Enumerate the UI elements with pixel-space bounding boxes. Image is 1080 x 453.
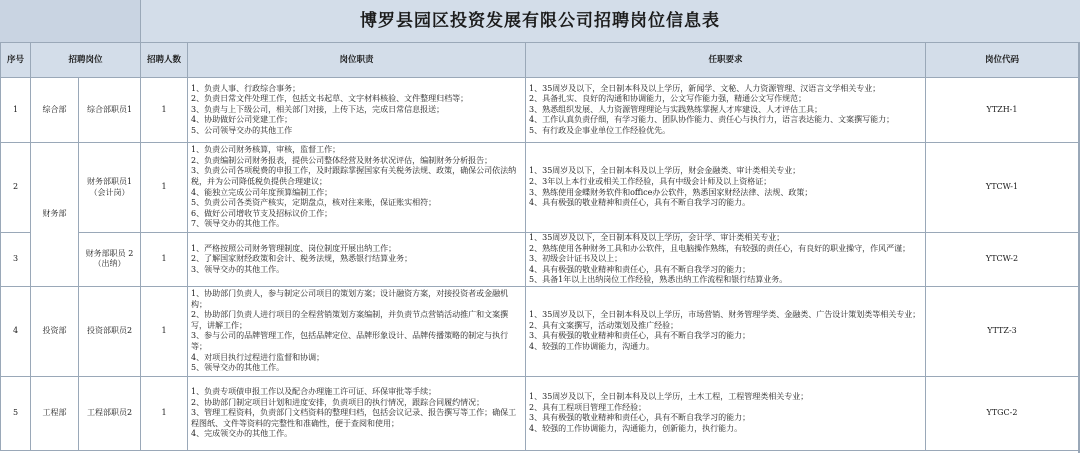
code-cell: YTCW-2	[926, 233, 1079, 287]
requirement-line: 4、工作认真负责仔细，有学习能力、团队协作能力、责任心与执行力，语言表达能力、文案撰写能力；	[529, 115, 895, 125]
duty-line: 3、负责与上下级公司，相关部门对接，上传下达，完成日常信息报送；	[191, 104, 445, 114]
count-cell: 1	[141, 286, 188, 376]
duty-line: 2、协助部门制定项目计划和进度安排，负责项目的执行情况，跟踪合同履约情况；	[191, 397, 485, 407]
duty-line: 6、做好公司增收节支及招标议价工作；	[191, 208, 333, 218]
requirement-line: 3、初级会计证书及以上；	[529, 254, 623, 264]
requirement-line: 2、具备扎实、良好的沟通和协调能力，公文写作能力强，精通公文写作规范；	[529, 94, 807, 104]
row-seq: 5	[1, 376, 31, 450]
duty-line: 1、负责公司财务核算，审核，监督工作；	[191, 145, 341, 155]
count-cell: 1	[141, 376, 188, 450]
requirement-line: 2、具有文案撰写，活动策划及推广经验；	[529, 320, 679, 330]
requirement-line: 4、具有极强的敬业精神和责任心，具有不断自我学习的能力；	[529, 264, 751, 274]
requirement-line: 1、35周岁及以下，全日制本科及以上学历，财会金融类、审计类相关专业；	[529, 166, 801, 176]
table-header-row	[1, 43, 1079, 78]
duty-line: 2、协助部门负责人进行项目的全程营销策划方案编制，并负责节点营销活动推广和文案撰写，讲解工作；	[191, 310, 509, 330]
requirement-line: 3、具有极强的敬业精神和责任心，具有不断自我学习的能力；	[529, 413, 751, 423]
duty-line: 5、公司领导交办的其他工作	[191, 125, 293, 135]
requirement-line: 1、35周岁及以下，全日制本科及以上学历，新闻学、文秘、人力资源管理、汉语言文学相关专业；	[529, 83, 881, 93]
duty-line: 4、协助做好公司党建工作；	[191, 115, 293, 125]
department-cell: 财务部	[31, 143, 79, 287]
duty-line: 7、领导交办的其他工作。	[191, 219, 285, 229]
duty-line: 5、领导交办的其他工作。	[191, 363, 285, 373]
post-cell: 财务部职员 2 （出纳）	[79, 233, 141, 287]
duty-line: 2、了解国家财经政策和会计、税务法规，熟悉银行结算业务；	[191, 254, 413, 264]
header-code: 岗位代码	[926, 43, 1079, 78]
row-seq: 2	[1, 143, 31, 233]
requirement-line: 3、具有极强的敬业精神和责任心，具有不断自我学习的能力；	[529, 331, 751, 341]
duty-line: 3、管理工程资料，负责部门文档资料的整理归档，包括会议记录、报告撰写等工作；确保工程图纸、文件等资料的完整性和准确性，便于查阅和使用；	[191, 408, 517, 428]
duty-line: 1、负责专项债申报工作以及配合办理施工许可证、环保审批等手续；	[191, 386, 437, 396]
positions-table	[0, 42, 1079, 451]
table-row	[1, 143, 1079, 233]
row-seq: 3	[1, 233, 31, 287]
requirement-line: 5、有行政及企事业单位工作经验优先。	[529, 125, 671, 135]
title-band-left-block	[0, 0, 141, 42]
requirement-cell	[526, 143, 926, 233]
header-count: 招聘人数	[141, 43, 188, 78]
table-row	[1, 233, 1079, 287]
requirement-line: 4、具有极强的敬业精神和责任心，具有不断自我学习的能力。	[529, 198, 751, 208]
requirement-line: 3、熟练使用金蝶财务软件和office办公软件，熟悉国家财经法律、法规、政策；	[529, 187, 813, 197]
duty-line: 4、能独立完成公司年度预算编制工作；	[191, 187, 333, 197]
duty-cell	[188, 78, 526, 143]
duty-cell	[188, 286, 526, 376]
requirement-line: 2、具有工程项目管理工作经验；	[529, 402, 647, 412]
header-duty: 岗位职责	[188, 43, 526, 78]
requirement-cell	[526, 233, 926, 287]
requirement-cell	[526, 376, 926, 450]
duty-line: 3、参与公司的品牌管理工作，包括品牌定位、品牌形象设计、品牌传播策略的制定与执行等；	[191, 331, 509, 352]
post-cell: 投资部职员2	[79, 286, 141, 376]
duty-line: 1、负责人事、行政综合事务；	[191, 83, 301, 93]
requirement-line: 1、35周岁及以下，全日制本科及以上学历，会计学、审计类相关专业；	[529, 233, 785, 242]
requirement-line: 1、35周岁及以下，全日制本科及以上学历，市场营销、财务管理学类、金融类、广告设计策划类等相关专业；	[529, 310, 921, 320]
duty-line: 3、领导交办的其他工作。	[191, 264, 285, 274]
requirement-cell	[526, 286, 926, 376]
table-row	[1, 376, 1079, 450]
requirement-line: 2、3年以上本行业或相关工作经验，具有中级会计师及以上资格证；	[529, 176, 772, 186]
department-cell: 工程部	[31, 376, 79, 450]
code-cell: YTGC-2	[926, 376, 1079, 450]
code-cell: YTZH-1	[926, 78, 1079, 143]
requirement-line: 5、具备1年以上出纳岗位工作经验，熟悉出纳工作流程和银行结算业务。	[529, 275, 788, 285]
duty-line: 3、负责公司各项税费的申报工作，及时跟踪掌握国家有关税务法规、政策，确保公司依法纳税，并为公司降低税负提供合理建议；	[191, 166, 517, 186]
table-row	[1, 78, 1079, 143]
duty-line: 2、负责日常文件处理工作，包括文书起草、文字材料核验、文件整理归档等；	[191, 94, 469, 104]
post-cell: 财务部职员1 （会计岗）	[79, 143, 141, 233]
count-cell: 1	[141, 143, 188, 233]
count-cell: 1	[141, 78, 188, 143]
code-cell: YTTZ-3	[926, 286, 1079, 376]
duty-line: 1、协助部门负责人，参与制定公司项目的策划方案；设计融资方案，对接投资者或金融机构；	[191, 289, 509, 309]
requirement-line: 2、熟练使用各种财务工具和办公软件，且电脑操作熟练，有较强的责任心，有良好的职业操守，作风严谨；	[529, 243, 911, 253]
table-row	[1, 286, 1079, 376]
duty-line: 4、对项目执行过程进行监督和协调；	[191, 352, 325, 362]
duty-line: 4、完成领交办的其他工作。	[191, 429, 293, 439]
code-cell: YTCW-1	[926, 143, 1079, 233]
duty-line: 1、严格按照公司财务管理制度、岗位制度开展出纳工作；	[191, 243, 397, 253]
requirement-line: 1、35周岁及以下，全日制本科及以上学历，土木工程，工程管理类相关专业；	[529, 392, 809, 402]
requirement-line: 3、熟悉组织发展、人力资源管理理论与实践熟练掌握人才库建设、人才评估工具；	[529, 104, 823, 114]
post-cell: 综合部职员1	[79, 78, 141, 143]
header-position: 招聘岗位	[31, 43, 141, 78]
duty-line: 5、负责公司各类资产核实，定期盘点，核对往来账，保证账实相符；	[191, 198, 437, 208]
duty-cell	[188, 376, 526, 450]
department-cell: 综合部	[31, 78, 79, 143]
duty-line: 2、负责编制公司财务报表，提供公司整体经营及财务状况评估，编制财务分析报告；	[191, 155, 493, 165]
requirement-line: 4、较强的工作协调能力，沟通能力，创新能力，执行能力。	[529, 424, 743, 434]
header-requirements: 任职要求	[526, 43, 926, 78]
count-cell: 1	[141, 233, 188, 287]
duty-cell	[188, 143, 526, 233]
department-cell: 投资部	[31, 286, 79, 376]
row-seq: 1	[1, 78, 31, 143]
header-seq: 序号	[1, 43, 31, 78]
document-title: 博罗县园区投资发展有限公司招聘岗位信息表	[360, 11, 720, 31]
requirement-line: 4、较强的工作协调能力，沟通力。	[529, 342, 655, 352]
row-seq: 4	[1, 286, 31, 376]
post-cell: 工程部职员2	[79, 376, 141, 450]
requirement-cell	[526, 78, 926, 143]
duty-cell	[188, 233, 526, 287]
